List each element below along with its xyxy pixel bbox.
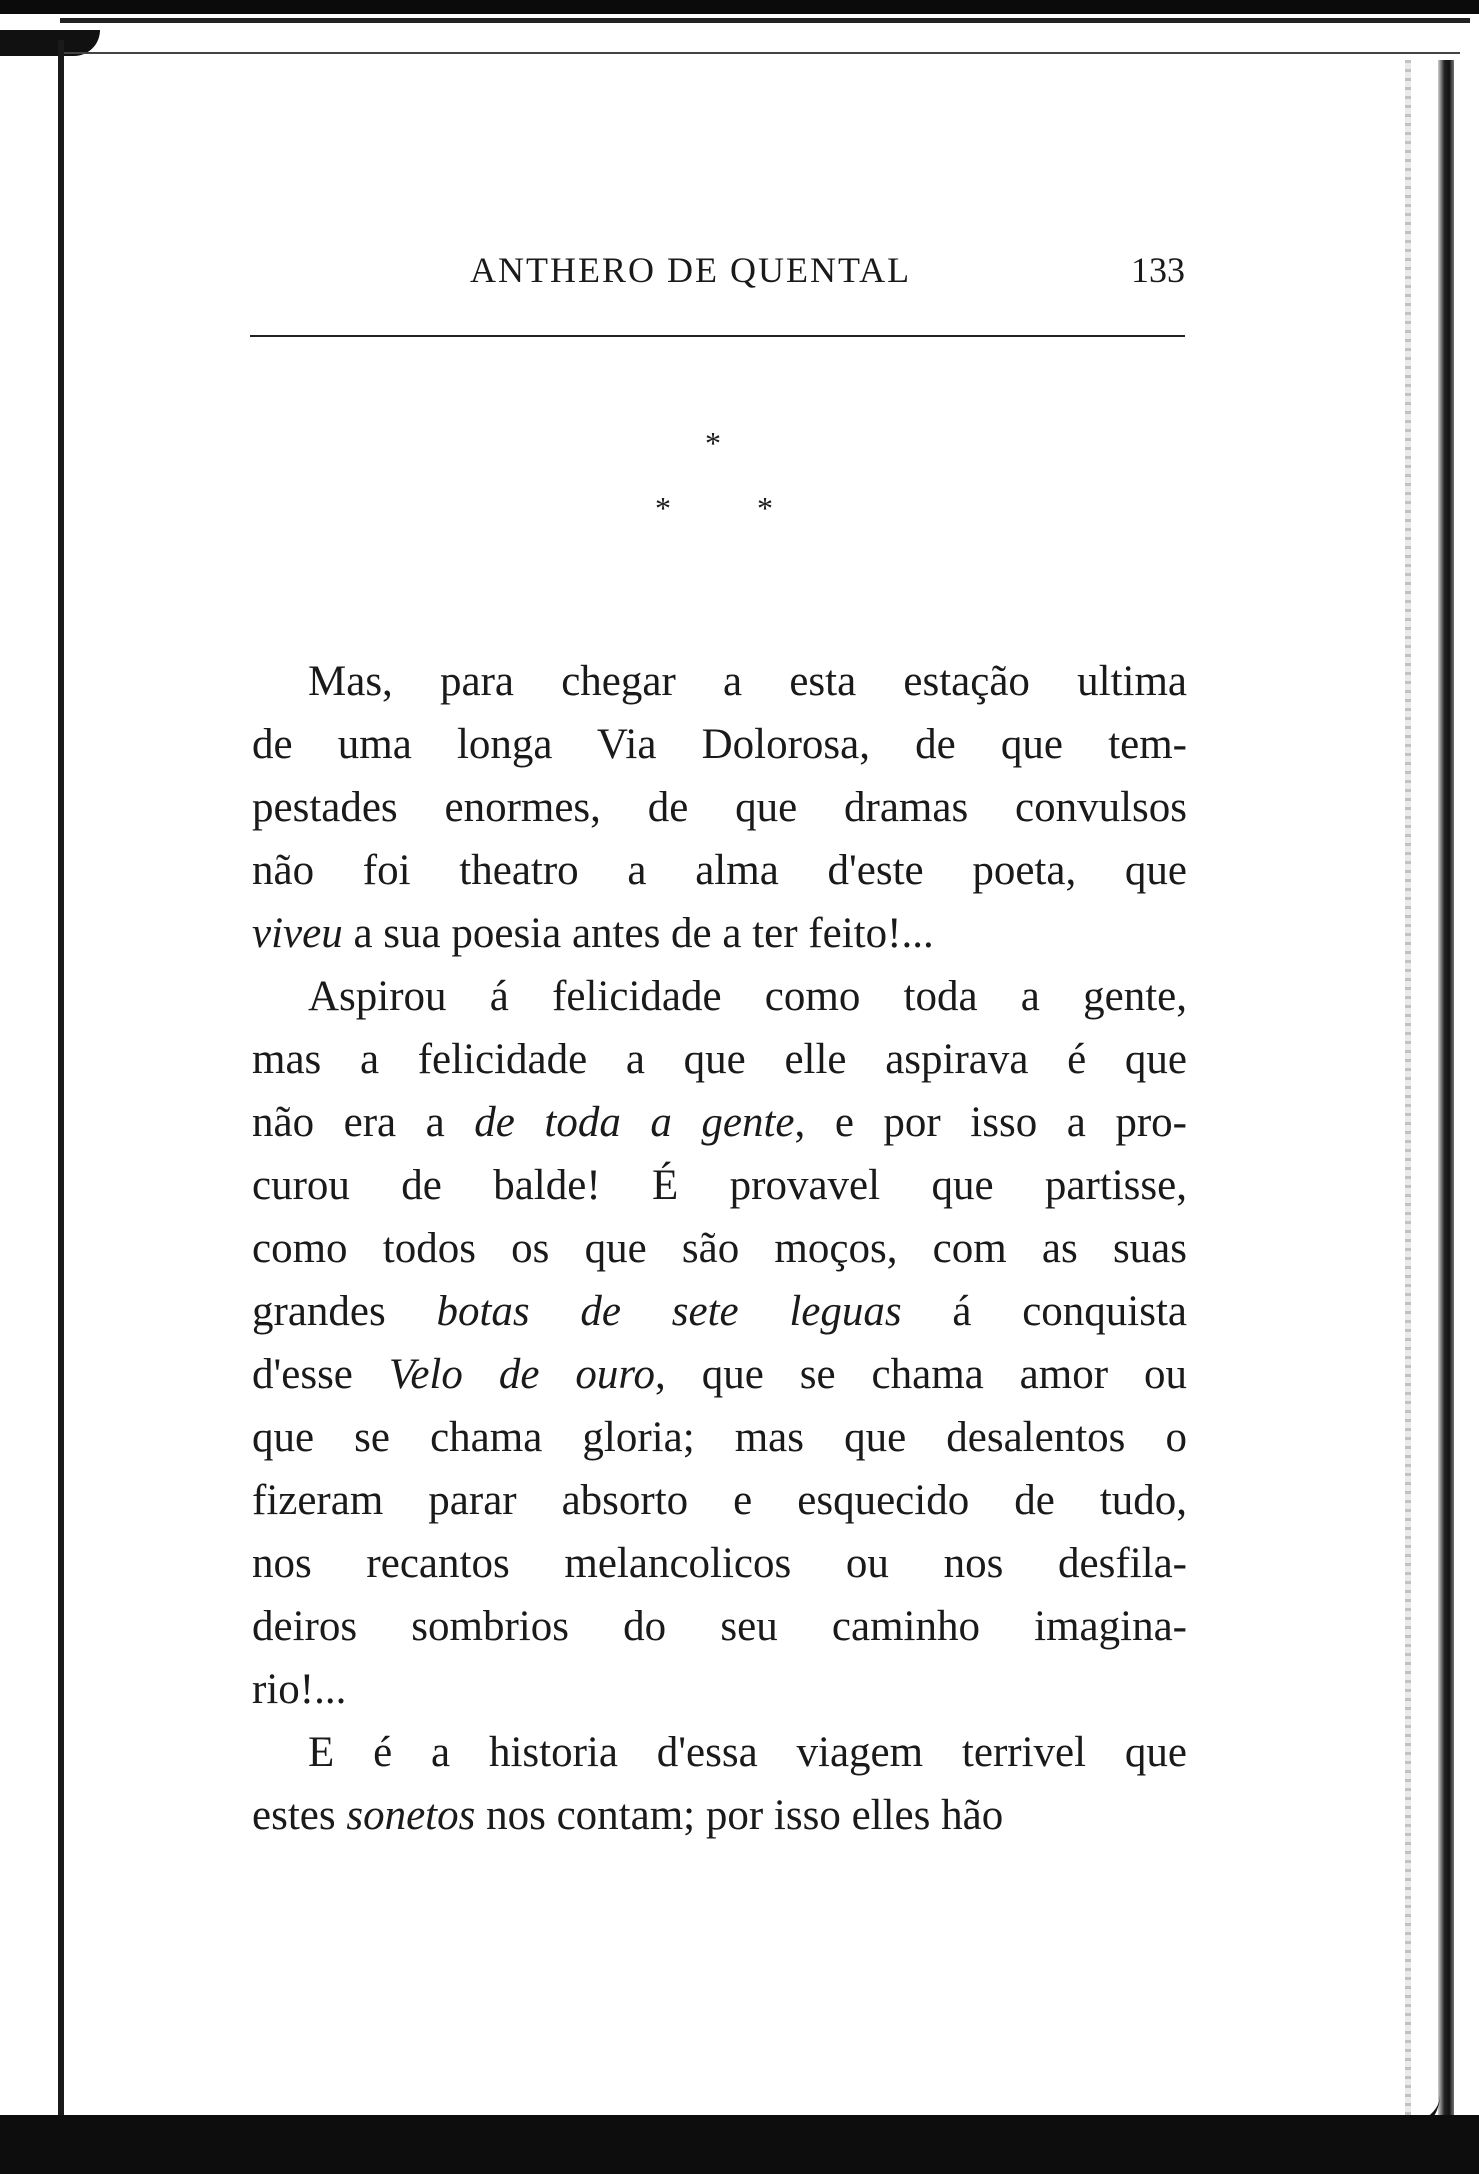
running-title: ANTHERO DE QUENTAL <box>470 250 912 290</box>
text-line <box>252 1784 1187 1847</box>
text-segment: estes <box>252 1792 347 1839</box>
text-segment: á conquista <box>901 1288 1188 1335</box>
text-line: Aspirou á felicidade como toda a gente, <box>308 973 1187 1020</box>
text-line: rio!... <box>252 1666 347 1713</box>
asterism-star-top: * <box>705 425 721 461</box>
asterism-ornament <box>640 425 800 525</box>
text-line: E é a historia d'essa viagem terrivel que <box>308 1729 1187 1776</box>
page-number: 133 <box>1131 250 1185 290</box>
text-line <box>252 1280 1187 1343</box>
text-line <box>252 1091 1187 1154</box>
scan-top-rule <box>60 18 1470 23</box>
text-line: curou de balde! É provavel que partisse, <box>252 1162 1187 1209</box>
running-head <box>250 245 1185 295</box>
text-line: Mas, para chegar a esta estação ultima <box>308 658 1187 705</box>
scan-top-rule-thin <box>60 52 1460 54</box>
text-line: fizeram parar absorto e esquecido de tudo, <box>252 1477 1187 1524</box>
text-line: que se chama gloria; mas que desalentos o <box>252 1414 1187 1461</box>
text-line <box>252 1343 1187 1406</box>
scan-top-edge <box>0 0 1479 14</box>
scan-bottom-edge <box>0 2115 1479 2174</box>
text-line: nos recantos melancolicos ou nos desfila- <box>252 1540 1187 1587</box>
text-line: não foi theatro a alma d'este poeta, que <box>252 847 1187 894</box>
text-line: mas a felicidade a que elle aspirava é que <box>252 1036 1187 1083</box>
text-line: de uma longa Via Dolorosa, de que tem- <box>252 721 1187 768</box>
text-segment: d'esse <box>252 1351 389 1398</box>
text-line: como todos os que são moços, com as suas <box>252 1225 1187 1272</box>
body-text <box>252 650 1187 1847</box>
italic-segment: de toda a gente <box>474 1099 795 1146</box>
italic-segment: botas de sete leguas <box>436 1288 902 1335</box>
scan-left-edge <box>58 40 64 2120</box>
text-line: deiros sombrios do seu caminho imagina- <box>252 1603 1187 1650</box>
asterism-star-right: * <box>757 490 773 526</box>
italic-segment: Velo de ouro <box>388 1351 656 1398</box>
text-line <box>252 902 1187 965</box>
text-segment: , que se chama amor ou <box>655 1351 1187 1398</box>
asterism-star-left: * <box>655 490 671 526</box>
italic-segment: viveu <box>252 910 343 957</box>
text-segment: , e por isso a pro- <box>794 1099 1187 1146</box>
scan-right-fore-edge <box>1405 60 1411 2120</box>
header-rule <box>250 335 1185 337</box>
text-line: pestades enormes, de que dramas convulsos <box>252 784 1187 831</box>
scan-right-edge <box>1438 60 1454 2120</box>
text-segment: grandes <box>252 1288 437 1335</box>
italic-segment: sonetos <box>346 1792 476 1839</box>
text-segment: não era a <box>252 1099 475 1146</box>
text-segment: a sua poesia antes de a ter feito!... <box>342 910 934 957</box>
text-segment: nos contam; por isso elles hão <box>475 1792 1004 1839</box>
